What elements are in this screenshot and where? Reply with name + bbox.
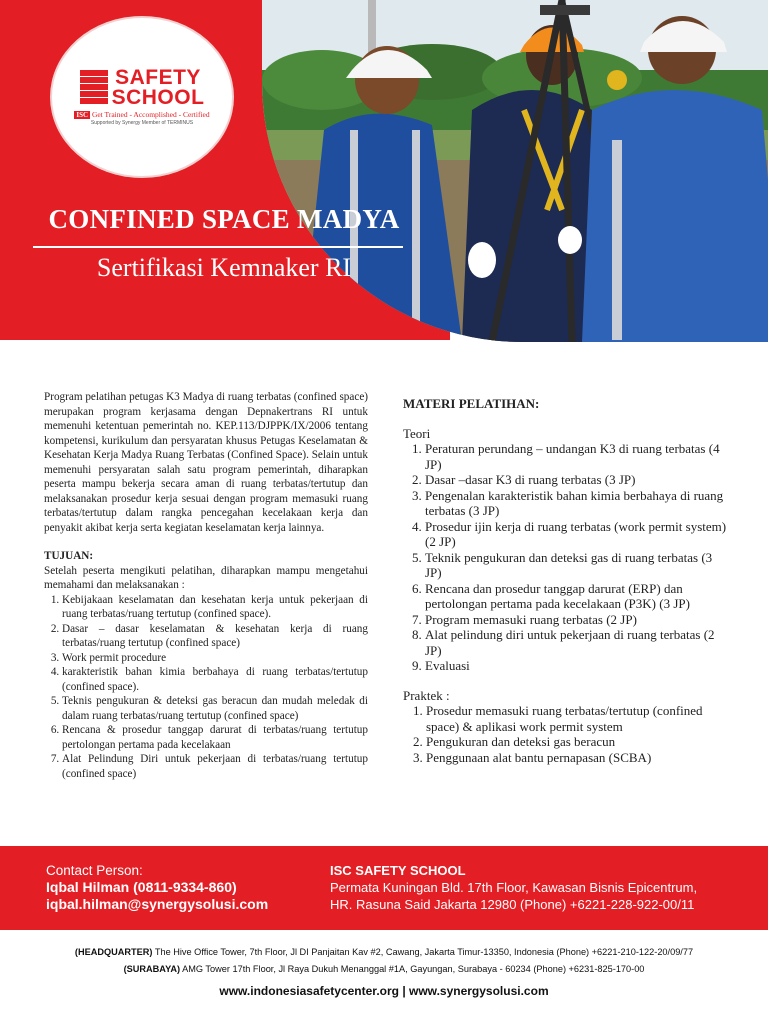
list-item: 5. Teknik pengukuran dan deteksi gas di ruang terbatas (3 JP) [425, 550, 729, 581]
list-item: 2. Dasar – dasar keselamatan & kesehatan kerja di ruang terbatas/ruang tertutup (confined space) [62, 622, 368, 651]
list-item: 6. Rencana dan prosedur tanggap darurat (ERP) dan pertolongan pertama pada kecelakaan (P3K) (3 JP) [425, 581, 729, 612]
praktek-label: Praktek : [403, 687, 450, 703]
hq-address: The Hive Office Tower, 7th Floor, Jl DI Panjaitan Kav #2, Cawang, Jakarta Timur-13350, Indonesia (Phone) +6221-210-122-20/09/77 [152, 947, 694, 957]
logo-isc-badge: ISC [76, 111, 89, 119]
list-item: 3. Work permit procedure [62, 651, 368, 666]
logo-safety-text: SAFETY [115, 66, 201, 89]
website-links[interactable]: www.indonesiasafetycenter.org | www.synergysolusi.com [219, 984, 549, 998]
tujuan-list [44, 593, 368, 782]
list-item: 8. Alat pelindung diri untuk pekerjaan di ruang terbatas (2 JP) [425, 627, 729, 658]
list-item: 7. Alat Pelindung Diri untuk pekerjaan di terbatas/ruang tertutup (confined space) [62, 752, 368, 781]
praktek-list [403, 703, 729, 765]
contact-name-phone[interactable]: Iqbal Hilman (0811-9334-860) [46, 879, 237, 895]
company-block [330, 862, 697, 913]
list-item: 4. karakteristik bahan kimia berbahaya di ruang terbatas/tertutup (confined space). [62, 665, 368, 694]
teori-label: Teori [403, 425, 431, 441]
hero-banner [0, 0, 768, 352]
list-item: 1. Kebijakaan keselamatan dan kesehatan kerja untuk pekerjaan di ruang terbatas/ruang tertutup (confined space). [62, 593, 368, 622]
list-item: 2. Dasar –dasar K3 di ruang terbatas (3 JP) [425, 472, 729, 488]
page-subtitle: Sertifikasi Kemnaker RI [96, 253, 352, 282]
isc-logo [52, 18, 232, 176]
hq-label: (HEADQUARTER) [74, 947, 153, 957]
surabaya-address: AMG Tower 17th Floor, Jl Raya Dukuh Menanggal #1A, Gayungan, Surabaya - 60234 (Phone) +6231-825-170-00 [180, 964, 645, 974]
left-column [44, 390, 368, 781]
logo-supported-text: Supported by Synergy Member of TERMINUS [90, 120, 194, 126]
contact-footer [0, 846, 768, 930]
list-item: 9. Evaluasi [425, 658, 729, 674]
teori-list [403, 441, 729, 674]
list-item: 5. Teknis pengukuran & deteksi gas beracun dan mudah meledak di dalam ruang terbatas/ruang tertutup (confined space) [62, 694, 368, 723]
contact-label: Contact Person: [46, 863, 143, 878]
surabaya-label: (SURABAYA) [123, 964, 181, 974]
tujuan-lead: Setelah peserta mengikuti pelatihan, diharapkan mampu mengetahui memahami dan melaksanakan : [44, 564, 368, 591]
intro-paragraph: Program pelatihan petugas K3 Madya di ruang terbatas (confined space) merupakan program kerjasama dengan Depnakertrans RI untuk memenuhi ketentuan pemerintah no. KEP.113/DJPPK/IX/2006 tentang kompetensi, kurikulum dan persyaratan khusus Petugas Keselamatan & Kesehatan Kerja Madya Ruang Terbatas (Confined Space). Selain untuk memenuhi persyaratan salah satu program pemerintah, diharapkan peserta mampu bekerja secara aman di ruang terbatas/tertutup dan melaksanakan prosedur kerja sesuai dengan program memasuki ruang terbatas/tertutup dalam rangka pencegahan kecelakaan kerja dan penyakit akibat kerja serta kegiatan keselamatan kerja lainnya. [44, 391, 369, 534]
contact-email[interactable]: iqbal.hilman@synergysolusi.com [46, 896, 269, 912]
list-item: 1. Peraturan perundang – undangan K3 di ruang terbatas (4 JP) [425, 441, 729, 472]
title-divider [33, 246, 403, 248]
list-item: 6. Rencana & prosedur tanggap darurat di terbatas/ruang tertutup pertolongan pertama pada kecelakaan [62, 723, 368, 752]
company-address-line2: HR. Rasuna Said Jakarta 12980 (Phone) +6221-228-922-00/11 [330, 897, 695, 912]
list-item: 4. Prosedur ijin kerja di ruang terbatas (work permit system) (2 JP) [425, 519, 729, 550]
office-addresses [0, 944, 768, 978]
list-item: 7. Program memasuki ruang terbatas (2 JP) [425, 612, 729, 628]
list-item: 1. Prosedur memasuki ruang terbatas/tertutup (confined space) & aplikasi work permit system [426, 703, 729, 734]
contact-block [46, 862, 268, 913]
tujuan-heading: TUJUAN: [44, 550, 94, 562]
company-name: ISC SAFETY SCHOOL [330, 863, 466, 878]
right-column [403, 396, 729, 765]
list-item: 3. Penggunaan alat bantu pernapasan (SCBA) [426, 750, 729, 766]
materi-heading: MATERI PELATIHAN: [403, 396, 540, 411]
workers-photo [262, 0, 768, 342]
page-title: CONFINED SPACE MADYA [48, 204, 400, 234]
logo-school-text: SCHOOL [111, 86, 205, 109]
logo-tagline: Get Trained - Accomplished - Certified [91, 110, 210, 119]
list-item: 2. Pengukuran dan deteksi gas beracun [426, 734, 729, 750]
list-item: 3. Pengenalan karakteristik bahan kimia berbahaya di ruang terbatas (3 JP) [425, 488, 729, 519]
company-address-line1: Permata Kuningan Bld. 17th Floor, Kawasan Bisnis Epicentrum, [330, 880, 698, 895]
isc-logo-mark [80, 70, 108, 106]
